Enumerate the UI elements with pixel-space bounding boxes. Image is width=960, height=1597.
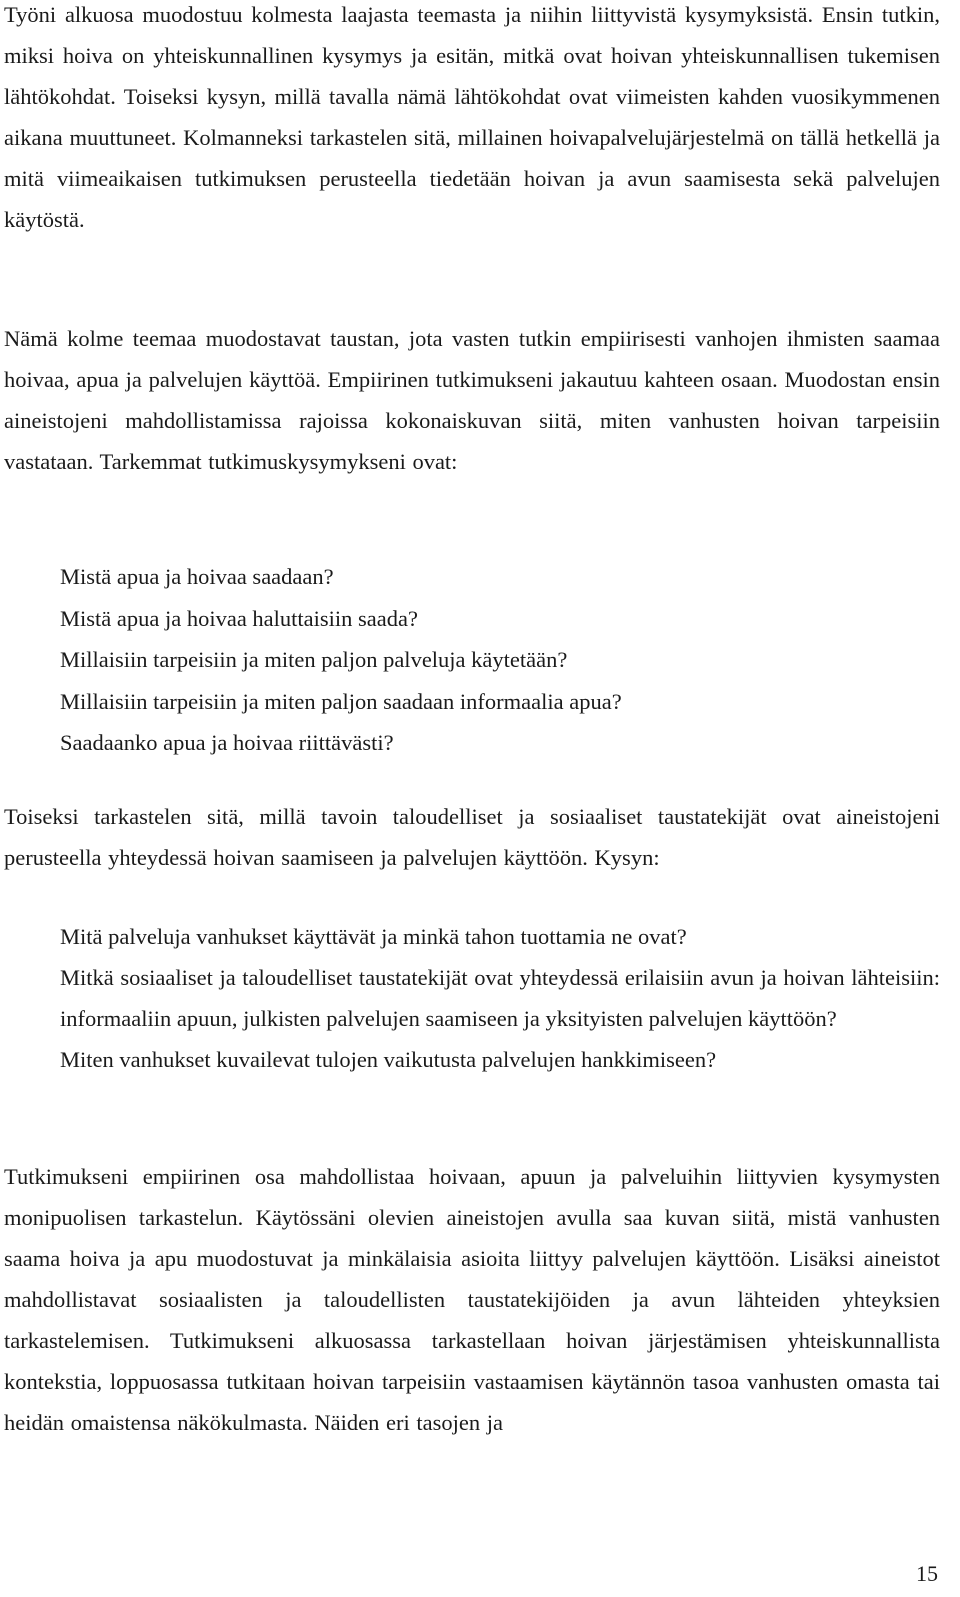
research-question: Millaisiin tarpeisiin ja miten paljon palveluja käytetään?	[60, 647, 568, 672]
research-question: Mistä apua ja hoivaa saadaan?	[60, 564, 334, 589]
paragraph-themes: Nämä kolme teemaa muodostavat taustan, jota vasten tutkin empiirisesti vanhojen ihmisten saamaa hoivaa, apua ja palvelujen käyttöä. Empiirinen tutkimukseni jakautuu kahteen osaan. Muodostan ensin aineistojeni mahdollistamissa rajoissa kokonaiskuvan siitä, miten vanhusten hoivan tarpeisiin vastataan. Tarkemmat tutkimuskysymykseni ovat:	[4, 326, 940, 474]
research-question: Mistä apua ja hoivaa haluttaisiin saada?	[60, 605, 419, 631]
background-question: Mitä palveluja vanhukset käyttävät ja minkä tahon tuottamia ne ovat?	[60, 924, 687, 949]
paragraph-intro: Työni alkuosa muodostuu kolmesta laajasta teemasta ja niihin liittyvistä kysymyksistä. Ensin tutkin, miksi hoiva on yhteiskunnallinen kysymys ja esitän, mitkä ovat hoivan yhteiskunnallisen tukemisen lähtökohdat. Toiseksi kysyn, millä tavalla nämä lähtökohdat ovat viimeisten kahden vuosikymmenen aikana muuttuneet. Kolmanneksi tarkastelen sitä, millainen hoivapalvelujärjestelmä on tällä hetkellä ja mitä viimeaikaisen tutkimuksen perusteella tiedetään hoivan ja avun saamisesta sekä palvelujen käytöstä.	[4, 2, 940, 232]
paragraph-second-part: Toiseksi tarkastelen sitä, millä tavoin taloudelliset ja sosiaaliset taustatekijät ovat aineistojeni perusteella yhteydessä hoivan saamiseen ja palvelujen käyttöön. Kysyn:	[4, 804, 940, 870]
background-questions-list	[60, 916, 940, 1080]
research-questions-list	[60, 556, 940, 764]
research-question: Saadaanko apua ja hoivaa riittävästi?	[60, 730, 394, 755]
background-question: Miten vanhukset kuvailevat tulojen vaikutusta palvelujen hankkimiseen?	[60, 1047, 717, 1072]
page-number: 15	[916, 1561, 938, 1586]
paragraph-empirical: Tutkimukseni empiirinen osa mahdollistaa hoivaan, apuun ja palveluihin liittyvien kysymysten monipuolisen tarkastelun. Käytössäni olevien aineistojen avulla saa kuvan siitä, mistä vanhusten saama hoiva ja apu muodostuvat ja minkälaisia asioita liittyy palvelujen käyttöön. Lisäksi aineistot mahdollistavat sosiaalisten ja taloudellisten taustatekijöiden ja avun lähteiden yhteyksien tarkastelemisen. Tutkimukseni alkuosassa tarkastellaan hoivan järjestämisen yhteiskunnallista kontekstia, loppuosassa tutkitaan hoivan tarpeisiin vastaamisen käytännön tasoa vanhusten omasta tai heidän omaistensa näkökulmasta. Näiden eri tasojen ja	[4, 1164, 940, 1435]
research-question: Millaisiin tarpeisiin ja miten paljon saadaan informaalia apua?	[60, 688, 622, 714]
background-question: Mitkä sosiaaliset ja taloudelliset taustatekijät ovat yhteydessä erilaisiin avun ja hoivan lähteisiin: informaaliin apuun, julkisten palvelujen saamiseen ja yksityisten palvelujen käyttöön?	[60, 965, 940, 1031]
